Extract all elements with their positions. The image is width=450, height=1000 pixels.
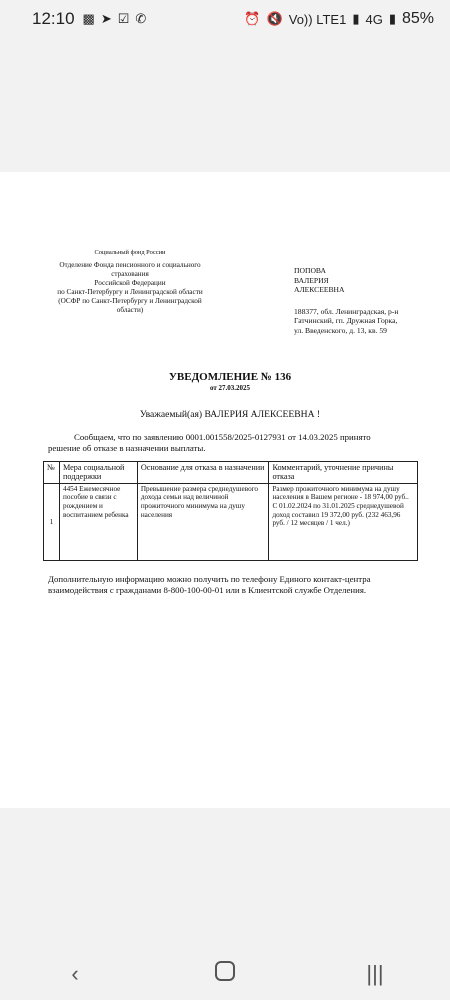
network-type: 4G	[365, 11, 383, 27]
home-button[interactable]	[195, 961, 255, 987]
contact-info	[48, 574, 408, 596]
org-line: области)	[116, 306, 144, 314]
home-icon	[215, 961, 235, 981]
recipient-name: АЛЕКСЕЕВНА	[294, 285, 345, 295]
cell-measure: 4454 Ежемесячное пособие в связи с рождением и воспитанием ребенка	[59, 483, 137, 560]
mute-icon: 🔇	[266, 11, 283, 26]
back-icon: ‹	[71, 961, 79, 986]
recipient-name: ВАЛЕРИЯ	[294, 275, 329, 285]
org-line: Отделение Фонда пенсионного и социального	[59, 261, 201, 269]
cell-reason: Превышение размера среднедушевого дохода семьи над величиной прожиточного минимума на душу населения	[137, 483, 269, 560]
address-line: 188377, обл. Ленинградская, р-н	[294, 306, 399, 316]
org-line: страхования	[111, 270, 149, 278]
recipient-address	[294, 307, 434, 336]
check-icon: ☑	[117, 11, 130, 26]
recipient-name: ПОПОВА	[294, 266, 327, 275]
org-line: Российской Федерации	[94, 279, 166, 287]
recipient-block	[294, 266, 434, 336]
notice-date: от 27.03.2025	[209, 384, 251, 392]
body-line: решение об отказе в назначении выплаты.	[48, 443, 206, 453]
status-right	[244, 10, 450, 28]
signal-bars-icon: ▮	[388, 11, 396, 26]
org-small-title: Социальный фонд России	[94, 249, 166, 256]
header-reason: Основание для отказа в назначении	[137, 462, 269, 484]
org-line: (ОСФР по Санкт-Петербургу и Ленинградской	[58, 297, 202, 305]
status-time: 12:10	[32, 9, 75, 28]
header-comment: Комментарий, уточнение причины отказа	[269, 462, 418, 484]
table-header-row	[44, 462, 418, 484]
volte-label: Vo)) LTE1	[288, 11, 347, 27]
document-page[interactable]	[0, 172, 450, 808]
cell-num: 1	[44, 483, 60, 560]
call-icon: ✆	[135, 11, 147, 26]
org-header	[40, 248, 220, 315]
footer-line: взаимодействия с гражданами 8-800-100-00-01 или в Клиентской службе Отделения.	[48, 585, 367, 595]
back-button[interactable]	[45, 961, 105, 987]
footer-line: Дополнительную информацию можно получить по телефону Единого контакт-центра	[48, 574, 371, 584]
message-icon: ▩	[82, 11, 95, 26]
telegram-icon: ➤	[100, 11, 112, 26]
alarm-icon: ⏰	[244, 11, 261, 26]
greeting: Уважаемый(ая) ВАЛЕРИЯ АЛЕКСЕЕВНА !	[139, 409, 321, 420]
signal-icon: ▮	[352, 11, 360, 26]
refusal-table	[43, 461, 418, 561]
battery-level: 85%	[401, 10, 434, 27]
notification-icons	[83, 11, 147, 27]
address-line: ул. Введенского, д. 13, кв. 59	[294, 325, 387, 335]
table-row	[44, 483, 418, 560]
status-bar	[0, 0, 450, 38]
status-left	[0, 9, 146, 29]
address-line: Гатчинский, гп. Дружная Горка,	[294, 316, 398, 326]
body-line: Сообщаем, что по заявлению 0001.001558/2025-0127931 от 14.03.2025 принято	[74, 432, 371, 442]
body-text	[48, 432, 398, 454]
org-line: по Санкт-Петербургу и Ленинградской области	[57, 288, 203, 296]
navigation-bar	[0, 948, 450, 1000]
header-measure: Мера социальной поддержки	[59, 462, 137, 484]
cell-comment: Размер прожиточного минимума на душу населения в Вашем регионе - 18 974,00 руб.. С 01.02.2024 по 31.01.2025 среднедушевой доход составил 19 372,00 руб. (232 463,96 руб. / 12 месяцев / 1 чел.)	[269, 483, 418, 560]
notice-title: УВЕДОМЛЕНИЕ № 136	[168, 371, 292, 383]
header-num: №	[44, 462, 60, 484]
recents-button[interactable]	[345, 961, 405, 987]
recents-icon: |||	[366, 961, 384, 986]
